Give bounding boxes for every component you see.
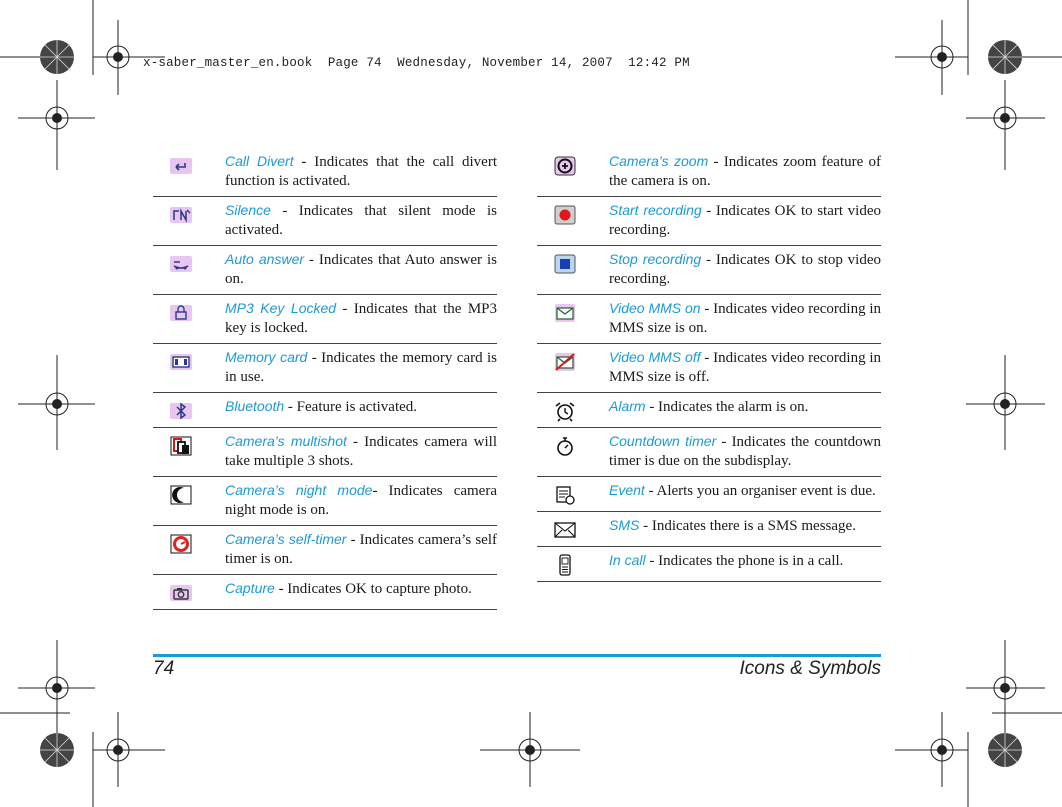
entry-term: MP3 Key Locked [225,300,337,316]
entry-term: Stop recording [609,251,702,267]
video-mms-on-icon [553,302,577,324]
list-item [537,512,881,547]
entry-term: Camera’s multishot [225,433,347,449]
mp3-key-locked-icon [169,302,193,324]
entry-desc: - Feature is activated. [284,399,418,415]
entry-desc: - Indicates that the MP3 key is locked. [225,301,497,336]
list-item [537,393,881,428]
entry-desc: - Indicates there is a SMS message. [639,518,856,534]
entry-term: Capture [225,580,275,596]
list-item [153,344,497,393]
page-number: 74 [153,658,175,679]
list-item [537,246,881,295]
list-item [537,295,881,344]
entry-term: Auto answer [225,251,305,267]
entry-term: Camera’s night mode [225,482,373,498]
entry-desc: - Alerts you an organiser event is due. [644,483,876,499]
list-item [153,197,497,246]
countdown-timer-icon [553,435,577,457]
entry-term: Countdown timer [609,433,717,449]
entry-term: Video MMS off [609,349,701,365]
capture-icon [169,582,193,604]
sms-icon [553,519,577,541]
list-item [153,575,497,610]
list-item [537,148,881,197]
entry-term: Camera’s zoom [609,153,709,169]
start-recording-icon [553,204,577,226]
entry-desc: - Indicates camera night mode is on. [225,483,497,518]
auto-answer-icon [169,253,193,275]
entry-desc: - Indicates OK to start video recording. [609,203,881,238]
entry-desc: - Indicates that silent mode is activated. [225,203,497,238]
camera-zoom-icon [553,155,577,177]
list-item [153,428,497,477]
list-item [153,477,497,526]
entry-desc: - Indicates that the call divert function is activated. [225,154,497,189]
entry-desc: - Indicates video recording in MMS size is off. [609,350,882,385]
section-title: Icons & Symbols [739,658,881,679]
memory-card-icon [169,351,193,373]
footer-rule [153,654,881,657]
entry-desc: - Indicates the countdown timer is due on the subdisplay. [609,434,882,469]
list-item [537,547,881,582]
video-mms-off-icon [553,351,577,373]
call-divert-icon [169,155,193,177]
alarm-icon [553,400,577,422]
entry-term: In call [609,552,646,568]
entry-term: Memory card [225,349,308,365]
entry-desc: - Indicates camera’s self timer is on. [225,532,497,567]
entry-term: Bluetooth [225,398,285,414]
event-icon [553,484,577,506]
entry-desc: - Indicates OK to capture photo. [274,581,472,597]
camera-self-timer-icon [169,533,193,555]
entry-term: Call Divert [225,153,294,169]
entry-desc: - Indicates the phone is in a call. [645,553,844,569]
entry-term: Video MMS on [609,300,701,316]
entry-term: SMS [609,517,640,533]
entry-term: Camera’s self-timer [225,531,347,547]
icon-table-left [153,148,497,610]
list-item [537,428,881,477]
entry-term: Event [609,482,645,498]
stop-recording-icon [553,253,577,275]
entry-desc: - Indicates OK to stop video recording. [609,252,881,287]
list-item [153,393,497,428]
entry-desc: - Indicates video recording in MMS size is on. [609,301,881,336]
entry-desc: - Indicates that Auto answer is on. [225,252,497,287]
print-header: x-saber_master_en.book Page 74 Wednesday, November 14, 2007 12:42 PM [143,56,690,70]
entry-desc: - Indicates camera will take multiple 3 shots. [225,434,498,469]
list-item [153,246,497,295]
entry-desc: - Indicates the alarm is on. [645,399,809,415]
entry-term: Silence [225,202,271,218]
entry-desc: - Indicates the memory card is in use. [225,350,498,385]
camera-night-mode-icon [169,484,193,506]
list-item [153,526,497,575]
entry-term: Alarm [609,398,646,414]
list-item [537,477,881,512]
entry-term: Start recording [609,202,702,218]
silence-icon [169,204,193,226]
list-item [537,197,881,246]
in-call-icon [553,554,577,576]
list-item [537,344,881,393]
camera-multishot-icon [169,435,193,457]
bluetooth-icon [169,400,193,422]
icon-table-right [537,148,881,582]
entry-desc: - Indicates zoom feature of the camera is on. [609,154,881,189]
list-item [153,148,497,197]
list-item [153,295,497,344]
